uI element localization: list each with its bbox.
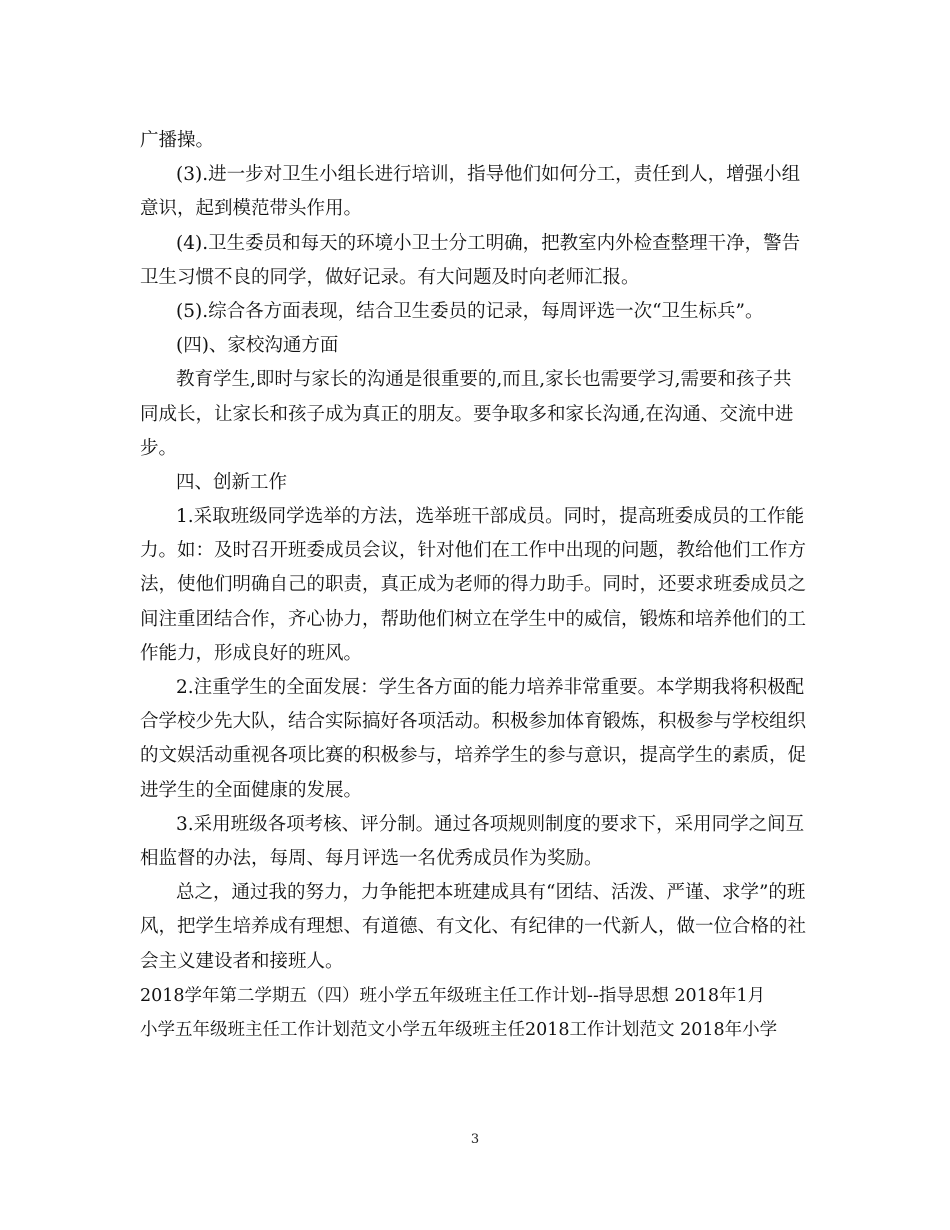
text-line: 同成长，让家长和孩子成为真正的朋友。要争取多和家长沟通,在沟通、交流中进 <box>140 403 794 425</box>
text-line: 总之，通过我的努力，力争能把本班建成具有“团结、活泼、严谨、求学”的班 <box>176 882 806 904</box>
text-line: (4).卫生委员和每天的环境小卫士分工明确，把教室内外检查整理干净，警告 <box>176 232 801 254</box>
text-line: 四、创新工作 <box>176 471 288 493</box>
text-line: 2.注重学生的全面发展：学生各方面的能力培养非常重要。本学期我将积极配 <box>176 677 805 698</box>
text-line: 风，把学生培养成有理想、有道德、有文化、有纪律的一代新人，做一位合格的社 <box>140 916 807 938</box>
text-line: 1.采取班级同学选举的方法，选举班干部成员。同时，提高班委成员的工作能 <box>176 506 805 528</box>
text-line: 会主义建设者和接班人。 <box>140 950 344 972</box>
text-line: 力。如：及时召开班委成员会议，针对他们在工作中出现的问题，教给他们工作方 <box>140 540 807 562</box>
text-line: (3).进一步对卫生小组长进行培训，指导他们如何分工，责任到人，增强小组 <box>176 164 801 186</box>
text-line: 法，使他们明确自己的职责，真正成为老师的得力助手。同时，还要求班委成员之 <box>140 574 807 596</box>
related-titles <box>140 979 812 1047</box>
text-line: 间注重团结合作，齐心协力，帮助他们树立在学生中的威信，锻炼和培养他们的工 <box>140 608 807 630</box>
text-line: 意识，起到模范带头作用。 <box>140 198 363 220</box>
text-line: (四)、家校沟通方面 <box>176 335 339 357</box>
text-line: 卫生习惯不良的同学，做好记录。有大问题及时向老师汇报。 <box>140 266 640 288</box>
text-line: 教育学生,即时与家长的沟通是很重要的,而且,家长也需要学习,需要和孩子共 <box>176 369 792 391</box>
text-line: (5).综合各方面表现，结合卫生委员的记录，每周评选一次“卫生标兵”。 <box>176 300 764 322</box>
page-number: 3 <box>470 1132 480 1147</box>
text-line: 进学生的全面健康的发展。 <box>140 779 363 801</box>
text-line: 广播操。 <box>140 130 215 151</box>
text-line: 的文娱活动重视各项比赛的积极参与，培养学生的参与意识，提高学生的素质，促 <box>140 745 807 767</box>
text-line: 合学校少先大队，结合实际搞好各项活动。积极参加体育锻炼，积极参与学校组织 <box>140 711 807 733</box>
document-body <box>140 124 812 1047</box>
text-line: 相监督的办法，每周、每月评选一名优秀成员作为奖励。 <box>140 847 603 869</box>
text-line: 步。 <box>140 437 178 459</box>
related-title-line: 小学五年级班主任工作计划范文小学五年级班主任2018工作计划范文 2018年小学 <box>140 1019 778 1040</box>
text-line: 3.采用班级各项考核、评分制。通过各项规则制度的要求下，采用同学之间互 <box>176 813 805 835</box>
related-title-line: 2018学年第二学期五（四）班小学五年级班主任工作计划--指导思想 2018年1月 <box>140 985 766 1006</box>
text-line: 作能力，形成良好的班风。 <box>140 642 363 664</box>
